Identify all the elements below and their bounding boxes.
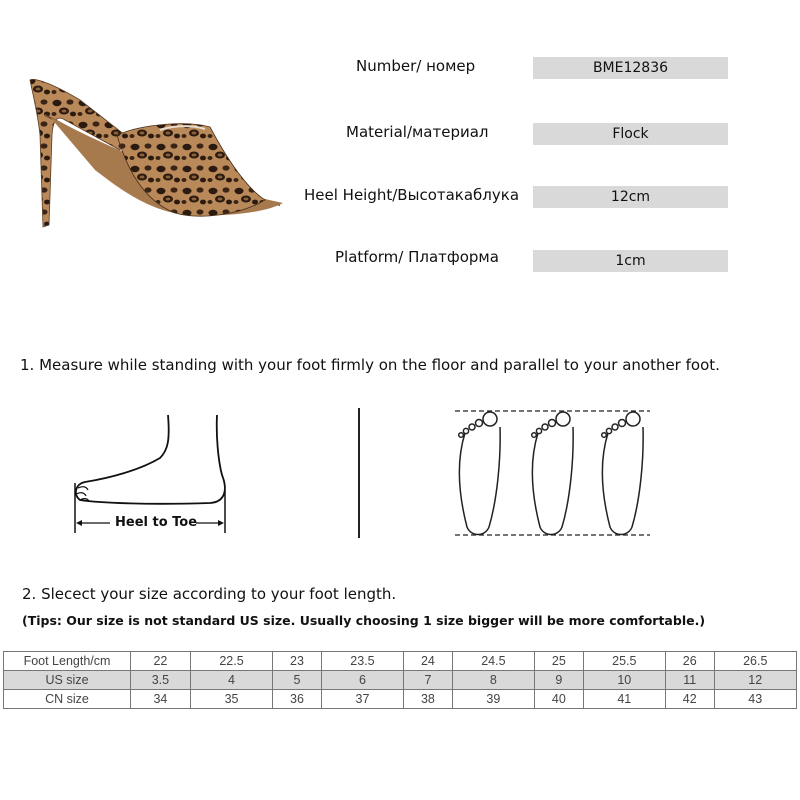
spec-value-platform: 1cm [533, 250, 728, 272]
heel-to-toe-label: Heel to Toe [115, 515, 198, 530]
table-cell: 5 [273, 671, 321, 690]
table-cell: 25.5 [583, 652, 665, 671]
table-cell: 26.5 [714, 652, 797, 671]
spec-label-number: Number/ номер [356, 57, 476, 75]
product-image [25, 75, 295, 235]
table-row [4, 690, 797, 709]
table-cell: 37 [321, 690, 403, 709]
table-cell: 25 [535, 652, 583, 671]
row-header-us-size: US size [4, 671, 131, 690]
table-cell: 41 [583, 690, 665, 709]
foot-top-illustration [445, 405, 660, 545]
step-1-instruction: 1. Measure while standing with your foot firmly on the floor and parallel to your another foot. [20, 356, 720, 374]
table-cell: 26 [666, 652, 714, 671]
table-cell: 38 [404, 690, 452, 709]
table-cell: 4 [190, 671, 272, 690]
table-cell: 7 [404, 671, 452, 690]
table-cell: 8 [452, 671, 534, 690]
size-chart-table [3, 651, 797, 709]
table-cell: 24.5 [452, 652, 534, 671]
table-cell: 23.5 [321, 652, 403, 671]
table-cell: 11 [666, 671, 714, 690]
spec-label-heel-height: Heel Height/Высотакаблука [304, 186, 520, 204]
spec-value-material: Flock [533, 123, 728, 145]
step-2-instruction: 2. Slecect your size according to your foot length. [22, 585, 397, 603]
table-cell: 39 [452, 690, 534, 709]
spec-label-material: Material/материал [346, 123, 489, 141]
table-cell: 43 [714, 690, 797, 709]
table-cell: 22 [131, 652, 191, 671]
table-cell: 35 [190, 690, 272, 709]
table-cell: 3.5 [131, 671, 191, 690]
table-row [4, 671, 797, 690]
spec-label-platform: Platform/ Платформа [335, 248, 499, 266]
table-cell: 10 [583, 671, 665, 690]
divider [358, 408, 360, 538]
row-header-foot-length: Foot Length/cm [4, 652, 131, 671]
table-cell: 23 [273, 652, 321, 671]
spec-value-number: BME12836 [533, 57, 728, 79]
table-cell: 36 [273, 690, 321, 709]
table-row [4, 652, 797, 671]
row-header-cn-size: CN size [4, 690, 131, 709]
table-cell: 40 [535, 690, 583, 709]
table-cell: 12 [714, 671, 797, 690]
size-tips: (Tips: Our size is not standard US size. Usually choosing 1 size bigger will be more comfortable.) [22, 613, 706, 628]
table-cell: 6 [321, 671, 403, 690]
table-cell: 9 [535, 671, 583, 690]
table-cell: 34 [131, 690, 191, 709]
table-cell: 24 [404, 652, 452, 671]
spec-value-heel-height: 12cm [533, 186, 728, 208]
table-cell: 42 [666, 690, 714, 709]
table-cell: 22.5 [190, 652, 272, 671]
